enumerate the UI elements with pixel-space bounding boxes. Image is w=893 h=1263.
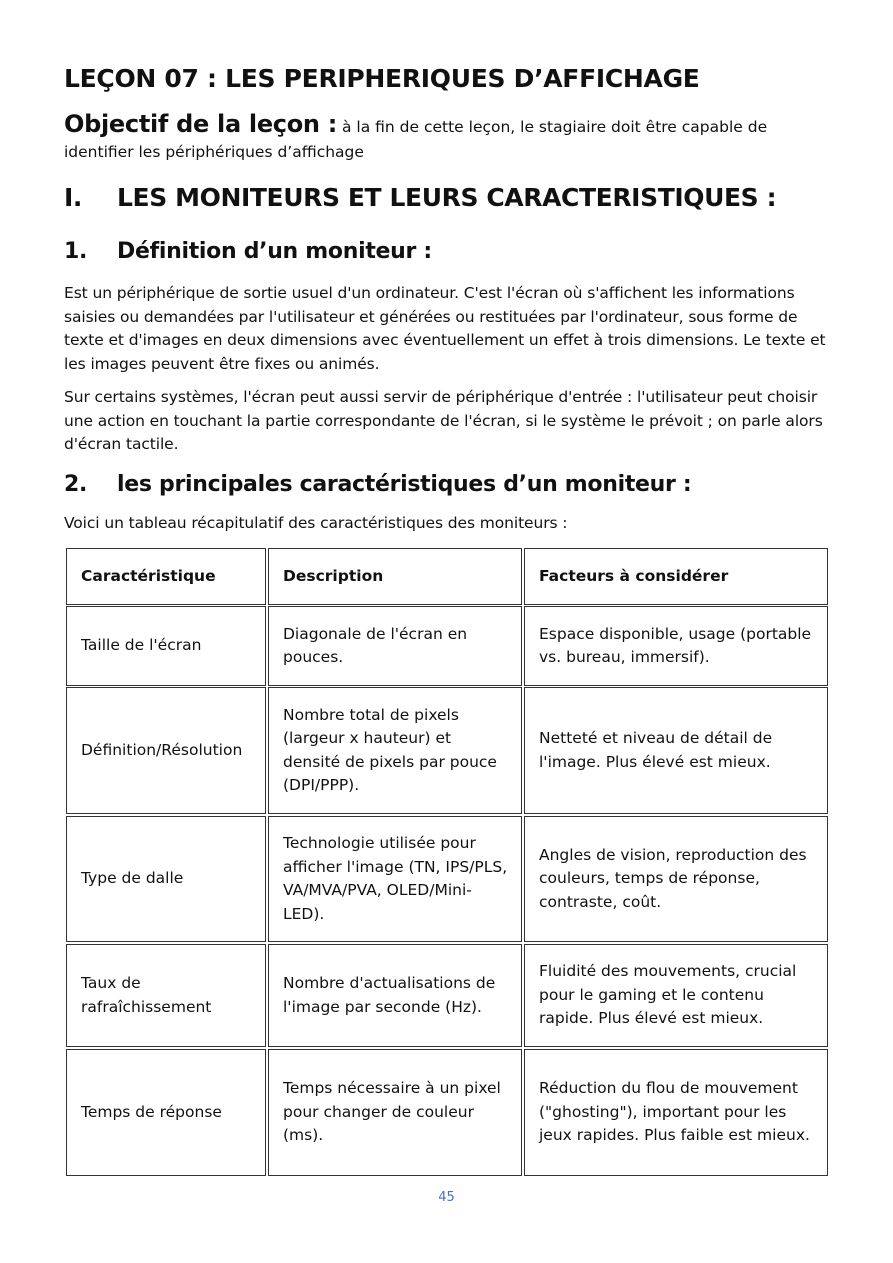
section-heading-1 bbox=[64, 183, 776, 212]
table-cell: Réduction du flou de mouvement ("ghosting"), important pour les jeux rapides. Plus faible est mieux. bbox=[524, 1049, 828, 1176]
table-row bbox=[66, 1049, 828, 1176]
table-cell: Netteté et niveau de détail de l'image. Plus élevé est mieux. bbox=[524, 687, 828, 814]
table-cell: Nombre d'actualisations de l'image par seconde (Hz). bbox=[268, 944, 522, 1047]
table-cell: Type de dalle bbox=[66, 816, 266, 942]
subsection-heading-2 bbox=[64, 472, 691, 497]
table-cell: Fluidité des mouvements, crucial pour le gaming et le contenu rapide. Plus élevé est mieux. bbox=[524, 944, 828, 1047]
objective-text: à la fin de cette leçon, le stagiaire doit être capable de identifier les périphériques d’affichage bbox=[64, 118, 768, 161]
table-header-cell: Facteurs à considérer bbox=[524, 548, 828, 605]
table-cell: Espace disponible, usage (portable vs. bureau, immersif). bbox=[524, 606, 828, 686]
table-cell: Taux de rafraîchissement bbox=[66, 944, 266, 1047]
subsection-heading-1 bbox=[64, 239, 432, 264]
subsection-title: Définition d’un moniteur : bbox=[117, 239, 432, 264]
subsection-number: 1. bbox=[64, 239, 88, 264]
paragraph: Sur certains systèmes, l'écran peut aussi servir de périphérique d'entrée : l'utilisateur peut choisir une action en touchant la partie correspondante de l'écran, si le système le prévoit ; on parle alors d'écran tactile. bbox=[64, 388, 823, 453]
table-cell: Diagonale de l'écran en pouces. bbox=[268, 606, 522, 686]
lesson-title: LEÇON 07 : LES PERIPHERIQUES D’AFFICHAGE bbox=[64, 64, 700, 93]
table-cell: Définition/Résolution bbox=[66, 687, 266, 814]
lesson-objective bbox=[64, 112, 834, 165]
table-row bbox=[66, 816, 828, 942]
section-number: I. bbox=[64, 183, 82, 212]
objective-lead: Objectif de la leçon : bbox=[64, 110, 338, 138]
table-intro: Voici un tableau récapitulatif des caractéristiques des moniteurs : bbox=[64, 514, 568, 532]
paragraph: Est un périphérique de sortie usuel d'un ordinateur. C'est l'écran où s'affichent les informations saisies ou demandées par l'utilisateur et générées ou restituées par l'ordinateur, sous forme de texte et d'images en deux dimensions avec éventuellement un effet à trois dimensions. Le texte et les images peuvent être fixes ou animés. bbox=[64, 284, 826, 373]
table-cell: Temps de réponse bbox=[66, 1049, 266, 1176]
table-header-row bbox=[66, 548, 828, 605]
section-title: LES MONITEURS ET LEURS CARACTERISTIQUES : bbox=[117, 183, 777, 212]
table-cell: Temps nécessaire à un pixel pour changer de couleur (ms). bbox=[268, 1049, 522, 1176]
subsection-title: les principales caractéristiques d’un moniteur : bbox=[117, 472, 692, 497]
page-number: 45 bbox=[438, 1190, 455, 1205]
table-row bbox=[66, 606, 828, 686]
table-row bbox=[66, 687, 828, 814]
table-cell: Angles de vision, reproduction des couleurs, temps de réponse, contraste, coût. bbox=[524, 816, 828, 942]
table-cell: Taille de l'écran bbox=[66, 606, 266, 686]
table-row bbox=[66, 944, 828, 1047]
table-header-cell: Caractéristique bbox=[66, 548, 266, 605]
subsection-number: 2. bbox=[64, 472, 88, 497]
table-cell: Technologie utilisée pour afficher l'image (TN, IPS/PLS, VA/MVA/PVA, OLED/Mini-LED). bbox=[268, 816, 522, 942]
table-cell: Nombre total de pixels (largeur x hauteur) et densité de pixels par pouce (DPI/PPP). bbox=[268, 687, 522, 814]
table-header-cell: Description bbox=[268, 548, 522, 605]
